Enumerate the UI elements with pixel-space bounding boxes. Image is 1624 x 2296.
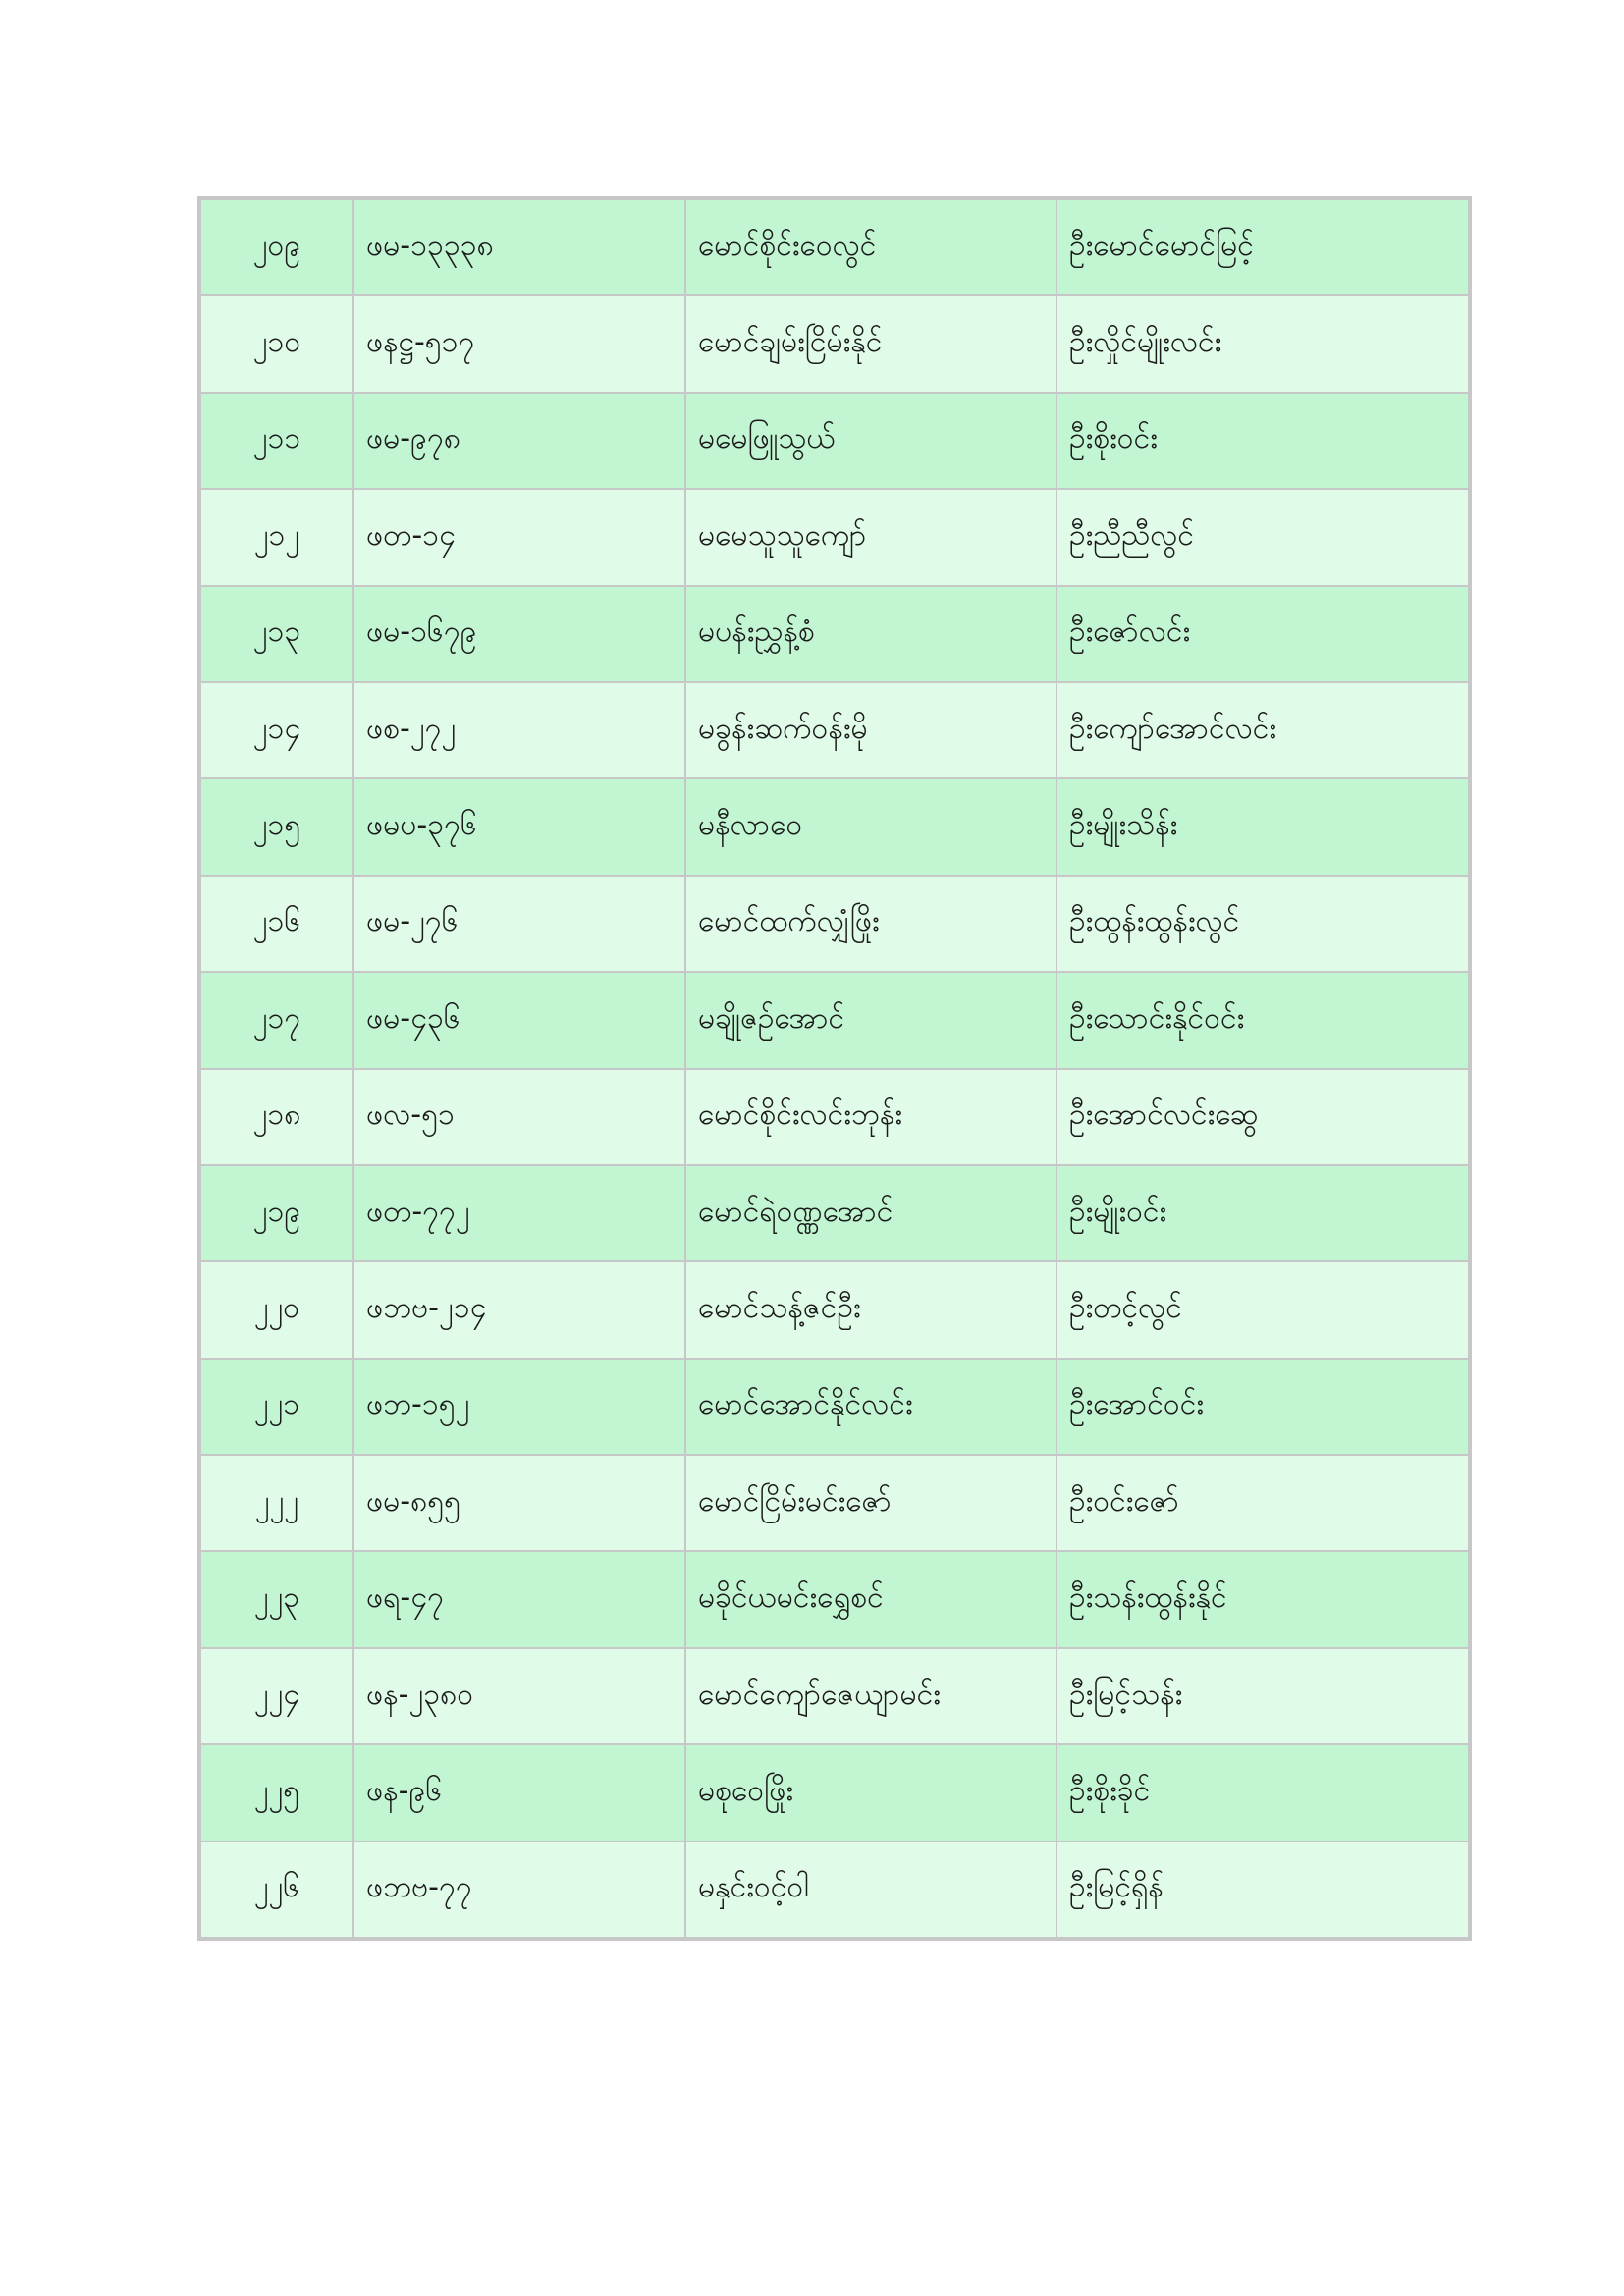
father-name: ဦးဝင်းဇော် bbox=[1056, 1455, 1469, 1551]
registration-number: ဖမ-၈၅၅ bbox=[353, 1455, 685, 1551]
table-row bbox=[200, 1359, 1469, 1455]
student-name: မောင်ရဲဝဏ္ဏအောင် bbox=[685, 1165, 1056, 1261]
father-name: ဦးမြင့်သန်း bbox=[1056, 1648, 1469, 1744]
row-number: ၂၂၃ bbox=[200, 1551, 353, 1647]
registration-number: ဖန-၂၃၈၀ bbox=[353, 1648, 685, 1744]
registration-number: ဖမ-၉၇၈ bbox=[353, 393, 685, 489]
registration-number: ဖနဋ္ဌ-၅၁၇ bbox=[353, 295, 685, 392]
student-name: မောင်ကျော်ဇေယျာမင်း bbox=[685, 1648, 1056, 1744]
student-name: မောင်အောင်နိုင်လင်း bbox=[685, 1359, 1056, 1455]
table-row bbox=[200, 1744, 1469, 1841]
father-name: ဦးမျိုးသိန်း bbox=[1056, 778, 1469, 875]
table-row bbox=[200, 393, 1469, 489]
father-name: ဦးသောင်းနိုင်ဝင်း bbox=[1056, 972, 1469, 1068]
registration-number: ဖမ-၂၇၆ bbox=[353, 876, 685, 972]
row-number: ၂၁၉ bbox=[200, 1165, 353, 1261]
student-name: မောင်သန့်ဇင်ဦး bbox=[685, 1261, 1056, 1358]
father-name: ဦးသန်းထွန်းနိုင် bbox=[1056, 1551, 1469, 1647]
table-row bbox=[200, 1551, 1469, 1647]
student-name: မမေသူသူကျော် bbox=[685, 489, 1056, 585]
father-name: ဦးမောင်မောင်မြင့် bbox=[1056, 199, 1469, 295]
student-name: မောင်စိုင်းလင်းဘုန်း bbox=[685, 1069, 1056, 1165]
table-row bbox=[200, 972, 1469, 1068]
father-name: ဦးမြင့်ရှိန် bbox=[1056, 1842, 1469, 1938]
student-name: မောင်ထက်လျှံဖြိုး bbox=[685, 876, 1056, 972]
row-number: ၂၁၀ bbox=[200, 295, 353, 392]
student-name: မောင်ငြိမ်းမင်းဇော် bbox=[685, 1455, 1056, 1551]
row-number: ၂၁၈ bbox=[200, 1069, 353, 1165]
table-row bbox=[200, 1842, 1469, 1938]
registration-number: ဖဘဗ-၇၇ bbox=[353, 1842, 685, 1938]
student-name: မနှင်းဝင့်ဝါ bbox=[685, 1842, 1056, 1938]
table-row bbox=[200, 1648, 1469, 1744]
row-number: ၂၂၁ bbox=[200, 1359, 353, 1455]
table-row bbox=[200, 1165, 1469, 1261]
row-number: ၂၁၂ bbox=[200, 489, 353, 585]
student-name: မပန်းညွှန့်စံ bbox=[685, 586, 1056, 682]
father-name: ဦးမျိုးဝင်း bbox=[1056, 1165, 1469, 1261]
row-number: ၂၁၄ bbox=[200, 682, 353, 778]
registration-number: ဖရ-၄၇ bbox=[353, 1551, 685, 1647]
row-number: ၂၂၂ bbox=[200, 1455, 353, 1551]
registration-number: ဖဘ-၁၅၂ bbox=[353, 1359, 685, 1455]
registration-number: ဖတ-၇၇၂ bbox=[353, 1165, 685, 1261]
father-name: ဦးဇော်လင်း bbox=[1056, 586, 1469, 682]
student-name: မချိုဇဥ်အောင် bbox=[685, 972, 1056, 1068]
roster-table-frame bbox=[197, 196, 1472, 1941]
row-number: ၂၁၁ bbox=[200, 393, 353, 489]
roster-table bbox=[199, 198, 1470, 1939]
father-name: ဦးတင့်လွင် bbox=[1056, 1261, 1469, 1358]
row-number: ၂၁၇ bbox=[200, 972, 353, 1068]
table-row bbox=[200, 778, 1469, 875]
father-name: ဦးအောင်ဝင်း bbox=[1056, 1359, 1469, 1455]
row-number: ၂၂၅ bbox=[200, 1744, 353, 1841]
row-number: ၂၂၆ bbox=[200, 1842, 353, 1938]
row-number: ၂၁၅ bbox=[200, 778, 353, 875]
row-number: ၂၁၃ bbox=[200, 586, 353, 682]
registration-number: ဖမ-၁၆၇၉ bbox=[353, 586, 685, 682]
father-name: ဦးညီညီလွင် bbox=[1056, 489, 1469, 585]
row-number: ၂၂၀ bbox=[200, 1261, 353, 1358]
table-row bbox=[200, 295, 1469, 392]
student-name: မောင်စိုင်းဝေလွင် bbox=[685, 199, 1056, 295]
table-row bbox=[200, 682, 1469, 778]
registration-number: ဖလ-၅၁ bbox=[353, 1069, 685, 1165]
father-name: ဦးကျော်အောင်လင်း bbox=[1056, 682, 1469, 778]
student-name: မနီလာဝေ bbox=[685, 778, 1056, 875]
father-name: ဦးလှိုင်မျိုးလင်း bbox=[1056, 295, 1469, 392]
row-number: ၂၀၉ bbox=[200, 199, 353, 295]
student-name: မခွန်းဆက်ဝန်းမို bbox=[685, 682, 1056, 778]
table-row bbox=[200, 1069, 1469, 1165]
student-name: မစုဝေဖြိုး bbox=[685, 1744, 1056, 1841]
table-row bbox=[200, 586, 1469, 682]
table-row bbox=[200, 1261, 1469, 1358]
father-name: ဦးစိုးဝင်း bbox=[1056, 393, 1469, 489]
father-name: ဦးထွန်းထွန်းလွင် bbox=[1056, 876, 1469, 972]
registration-number: ဖဘဗ-၂၁၄ bbox=[353, 1261, 685, 1358]
table-row bbox=[200, 199, 1469, 295]
row-number: ၂၂၄ bbox=[200, 1648, 353, 1744]
registration-number: ဖန-၉၆ bbox=[353, 1744, 685, 1841]
father-name: ဦးစိုးခိုင် bbox=[1056, 1744, 1469, 1841]
student-name: မခိုင်ယမင်းရွှေစင် bbox=[685, 1551, 1056, 1647]
registration-number: ဖတ-၁၄ bbox=[353, 489, 685, 585]
student-name: မောင်ချမ်းငြိမ်းနိုင် bbox=[685, 295, 1056, 392]
father-name: ဦးအောင်လင်းဆွေ bbox=[1056, 1069, 1469, 1165]
table-row bbox=[200, 876, 1469, 972]
registration-number: ဖမပ-၃၇၆ bbox=[353, 778, 685, 875]
student-name: မမေဖြူသွယ် bbox=[685, 393, 1056, 489]
registration-number: ဖစ-၂၇၂ bbox=[353, 682, 685, 778]
registration-number: ဖမ-၄၃၆ bbox=[353, 972, 685, 1068]
registration-number: ဖမ-၁၃၃၃၈ bbox=[353, 199, 685, 295]
table-row bbox=[200, 1455, 1469, 1551]
row-number: ၂၁၆ bbox=[200, 876, 353, 972]
table-row bbox=[200, 489, 1469, 585]
